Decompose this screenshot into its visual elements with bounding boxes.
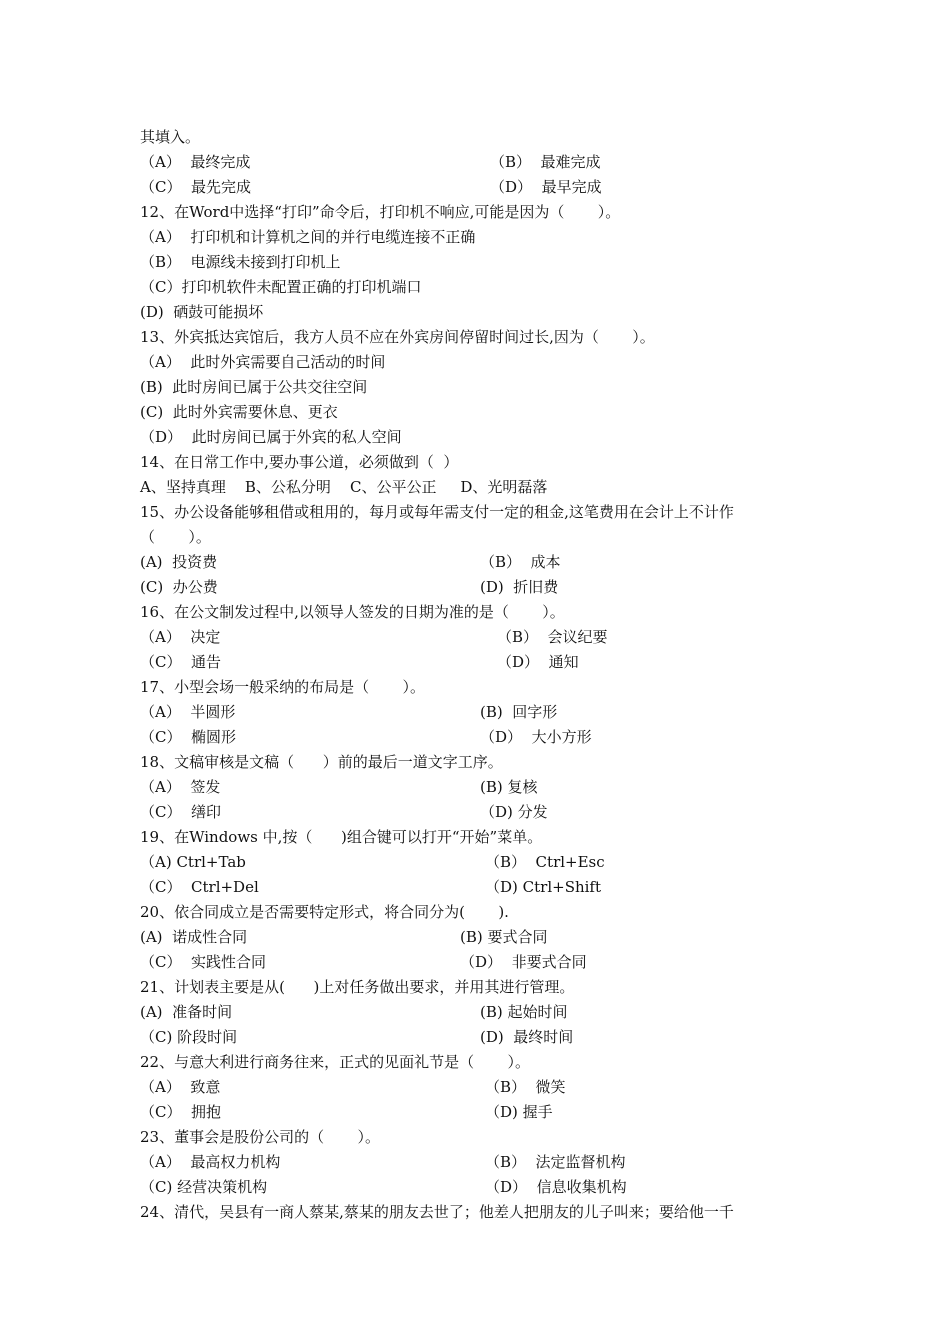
option-c: （C） 最先完成 [140,178,252,196]
option-a: （A) Ctrl+Tab [140,853,246,871]
option-c: （C） Ctrl+Del [140,878,259,896]
option-b: (B) 此时房间已属于公共交往空间 [140,378,368,396]
question-20: 20、依合同成立是否需要特定形式，将合同分为( ). [140,903,509,921]
question-19: 19、在Windows 中,按（ )组合键可以打开“开始”菜单。 [140,828,543,846]
question-23: 23、董事会是股份公司的（ ）。 [140,1128,380,1146]
option-b: （B） 电源线未接到打印机上 [140,253,341,271]
option-c: (C) 此时外宾需要休息、更衣 [140,403,338,421]
option-c: （C） 通告 [140,653,222,671]
option-a: （A） 签发 [140,778,221,796]
option-b: （B） 微笑 [485,1078,566,1096]
option-c: （C） 拥抱 [140,1103,222,1121]
option-c: （C） 缮印 [140,803,222,821]
option-c: （C） 实践性合同 [140,953,267,971]
option-b: （B） 最难完成 [490,153,601,171]
text-line: 其填入。 [140,128,201,146]
option-a: （A） 最终完成 [140,153,251,171]
question-15-blank: （ ）。 [140,528,211,546]
option-c: （C）打印机软件未配置正确的打印机端口 [140,278,422,296]
option-a: (A) 诺成性合同 [140,928,248,946]
option-d: （D） 信息收集机构 [485,1178,627,1196]
option-b: (B) 起始时间 [480,1003,568,1021]
option-d: (D) 折旧费 [480,578,559,596]
option-c: （C） 椭圆形 [140,728,237,746]
option-d: （D) 握手 [485,1103,553,1121]
options-row: A、坚持真理 B、公私分明 C、公平公正 D、光明磊落 [140,478,548,496]
question-18: 18、文稿审核是文稿（ ）前的最后一道文字工序。 [140,753,503,771]
option-b: （B） 会议纪要 [497,628,608,646]
question-24: 24、清代，吴县有一商人蔡某,蔡某的朋友去世了；他差人把朋友的儿子叫来；要给他一千 [140,1203,734,1221]
option-b: (B) 复核 [480,778,538,796]
option-c: (C) 办公费 [140,578,218,596]
option-d: (D) 最终时间 [480,1028,574,1046]
option-a: (A) 投资费 [140,553,218,571]
option-b: （B） Ctrl+Esc [485,853,605,871]
option-c: （C) 经营决策机构 [140,1178,268,1196]
option-d: （D) 分发 [480,803,548,821]
option-a: （A） 半圆形 [140,703,236,721]
option-a: （A） 最高权力机构 [140,1153,281,1171]
option-c: （C) 阶段时间 [140,1028,238,1046]
question-14: 14、在日常工作中,要办事公道，必须做到（ ） [140,453,459,471]
option-b: （B） 法定监督机构 [485,1153,626,1171]
option-d: （D） 最早完成 [490,178,602,196]
option-d: (D) 硒鼓可能损坏 [140,303,264,321]
option-a: (A) 准备时间 [140,1003,233,1021]
question-13: 13、外宾抵达宾馆后，我方人员不应在外宾房间停留时间过长,因为（ ）。 [140,328,655,346]
question-21: 21、计划表主要是从( )上对任务做出要求，并用其进行管理。 [140,978,575,996]
option-a: （A） 决定 [140,628,221,646]
question-17: 17、小型会场一般采纳的布局是（ ）。 [140,678,425,696]
option-b: (B) 回字形 [480,703,558,721]
option-b: (B) 要式合同 [460,928,548,946]
option-a: （A） 致意 [140,1078,221,1096]
option-d: （D） 此时房间已属于外宾的私人空间 [140,428,402,446]
question-15: 15、办公设备能够租借或租用的，每月或每年需支付一定的租金,这笔费用在会计上不计作 [140,503,734,521]
question-16: 16、在公文制发过程中,以领导人签发的日期为准的是（ ）。 [140,603,565,621]
option-a: （A） 此时外宾需要自己活动的时间 [140,353,386,371]
question-12: 12、在Word中选择“打印”命令后，打印机不响应,可能是因为（ ）。 [140,203,621,221]
option-b: （B） 成本 [480,553,561,571]
option-d: （D） 大小方形 [480,728,592,746]
option-d: （D） 通知 [497,653,579,671]
option-a: （A） 打印机和计算机之间的并行电缆连接不正确 [140,228,476,246]
question-22: 22、与意大利进行商务往来，正式的见面礼节是（ ）。 [140,1053,530,1071]
option-d: （D) Ctrl+Shift [485,878,602,896]
option-d: （D） 非要式合同 [460,953,587,971]
